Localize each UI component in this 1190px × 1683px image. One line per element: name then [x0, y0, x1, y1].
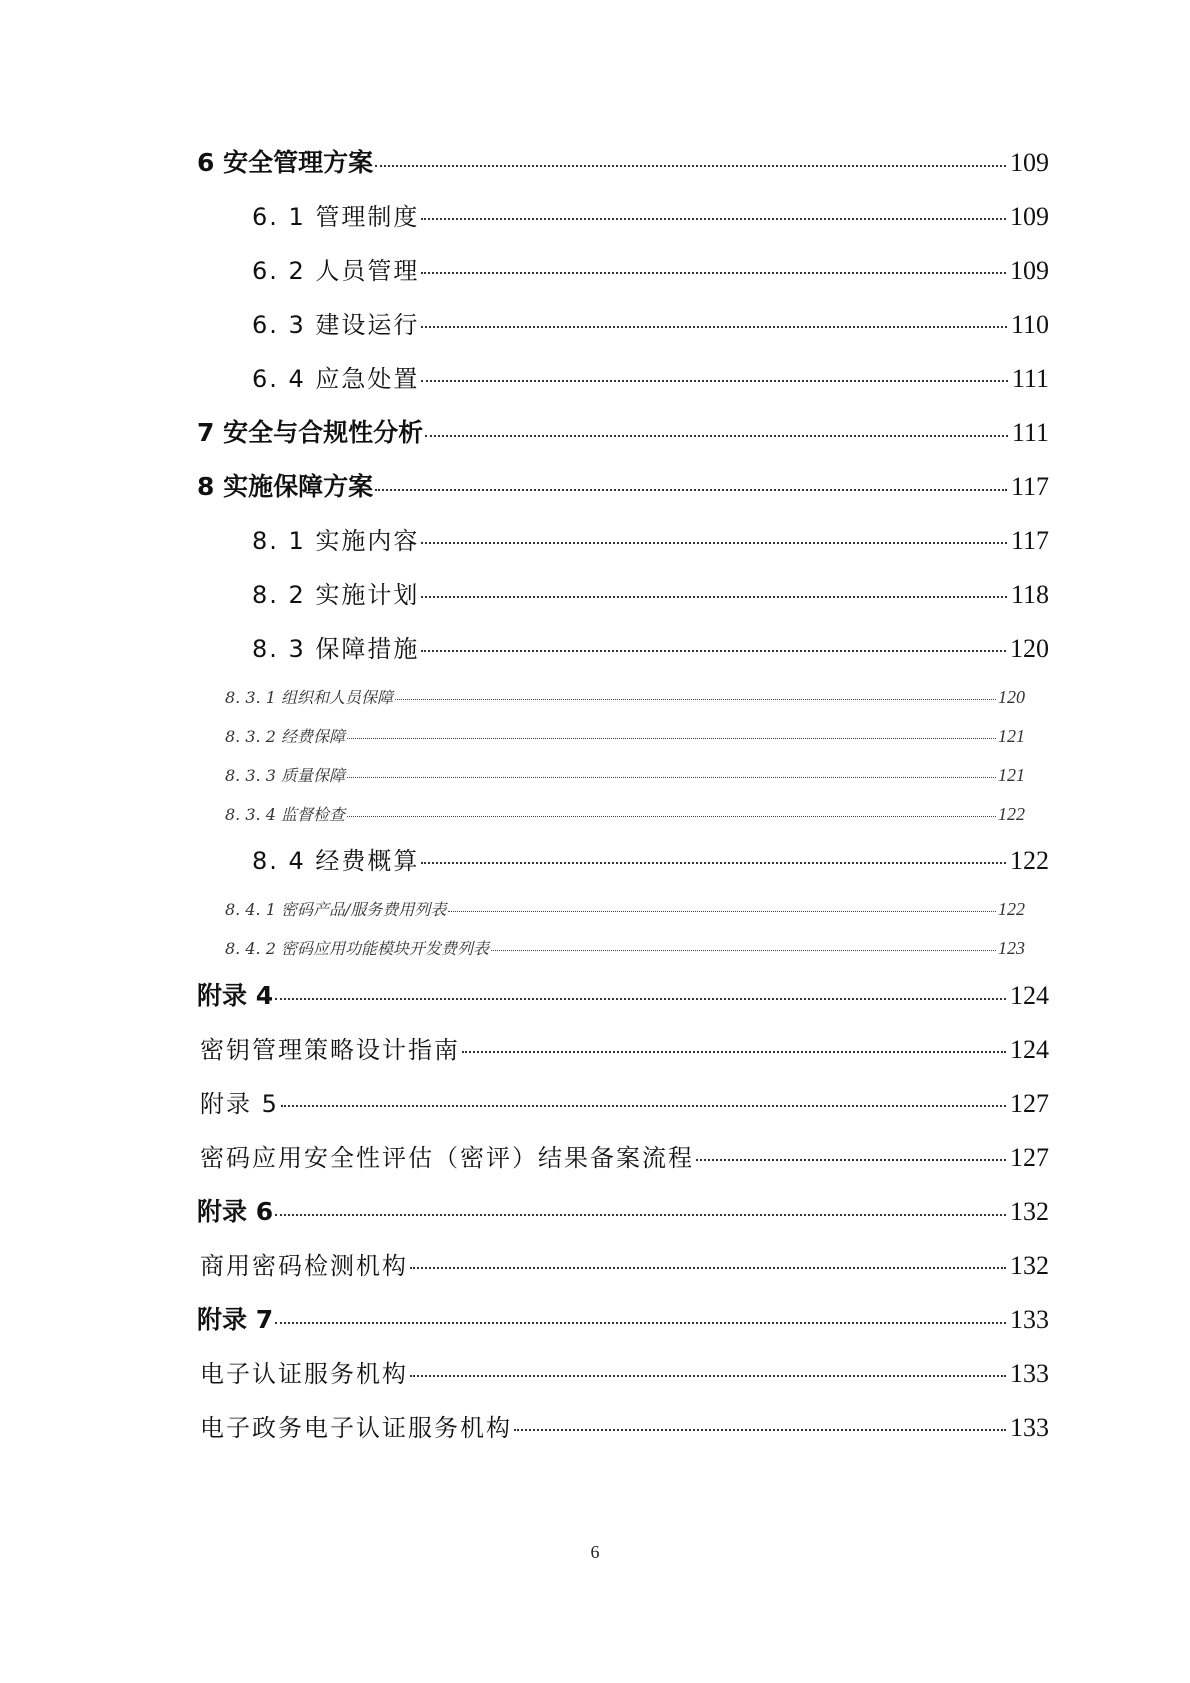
toc-entry-title: 密钥管理策略设计指南: [200, 1036, 460, 1064]
toc-entry-title: 7 安全与合规性分析: [197, 418, 424, 447]
toc-entry-title: 电子认证服务机构: [200, 1360, 408, 1388]
toc-entry-page: 109: [1010, 202, 1049, 231]
toc-entry[interactable]: [252, 197, 1049, 232]
toc-dot-leader: [375, 488, 1007, 491]
toc-entry[interactable]: [252, 629, 1049, 664]
toc-entry[interactable]: [252, 575, 1049, 610]
toc-dot-leader: [375, 164, 1006, 167]
toc-entry-title: 6 安全管理方案: [197, 148, 374, 177]
toc-entry-page: 132: [1010, 1251, 1049, 1280]
toc-entry-page: 122: [1010, 846, 1049, 875]
toc-dot-leader: [421, 217, 1006, 220]
toc-entry[interactable]: [197, 413, 1049, 449]
toc-dot-leader: [421, 271, 1006, 274]
toc-dot-leader: [491, 949, 996, 951]
toc-entry-title: 电子政务电子认证服务机构: [200, 1414, 512, 1442]
toc-entry-page: 121: [998, 765, 1025, 785]
toc-entry-page: 123: [998, 938, 1025, 958]
toc-dot-leader: [395, 698, 996, 700]
toc-entry[interactable]: [225, 763, 1025, 786]
toc-entry-page: 127: [1010, 1089, 1049, 1118]
toc-entry-page: 109: [1010, 148, 1049, 177]
toc-entry-page: 110: [1010, 310, 1049, 339]
toc-entry-title: 8. 3 保障措施: [252, 635, 420, 663]
toc-entry-page: 122: [998, 899, 1025, 919]
toc-entry-title: 商用密码检测机构: [200, 1252, 408, 1280]
toc-entry[interactable]: [252, 841, 1049, 876]
toc-entry-title: 8. 3. 3 质量保障: [225, 766, 345, 785]
toc-entry-page: 120: [1010, 634, 1049, 663]
toc-entry-title: 附录 4: [197, 981, 274, 1010]
toc-entry-title: 8. 3. 1 组织和人员保障: [225, 688, 393, 707]
toc-entry-page: 132: [1010, 1197, 1049, 1226]
toc-entry[interactable]: [200, 1246, 1049, 1281]
page-number: 6: [590, 1542, 600, 1562]
toc-entry-title: 6. 1 管理制度: [252, 203, 420, 231]
toc-dot-leader: [281, 1104, 1006, 1107]
toc-entry[interactable]: [225, 802, 1025, 825]
toc-entry[interactable]: [197, 1192, 1049, 1228]
toc-entry-title: 附录 6: [197, 1197, 274, 1226]
toc-entry[interactable]: [200, 1030, 1049, 1065]
toc-dot-leader: [347, 737, 996, 739]
toc-entry-title: 附录 5: [200, 1090, 279, 1118]
toc-dot-leader: [421, 325, 1007, 328]
toc-entry-page: 109: [1010, 256, 1049, 285]
toc-entry-title: 8. 3. 2 经费保障: [225, 727, 345, 746]
toc-entry[interactable]: [252, 251, 1049, 286]
toc-entry[interactable]: [252, 359, 1049, 394]
toc-entry[interactable]: [225, 724, 1025, 747]
toc-entry-page: 127: [1010, 1143, 1049, 1172]
toc-entry-title: 8. 2 实施计划: [252, 581, 420, 609]
toc-entry[interactable]: [252, 305, 1049, 340]
toc-dot-leader: [462, 1050, 1006, 1053]
toc-entry-page: 120: [998, 687, 1025, 707]
toc-entry-title: 8. 4. 1 密码产品/服务费用列表: [225, 900, 447, 919]
toc-entry-title: 8. 1 实施内容: [252, 527, 420, 555]
toc-entry[interactable]: [225, 685, 1025, 708]
toc-dot-leader: [347, 776, 996, 778]
toc-entry[interactable]: [225, 936, 1025, 959]
toc-dot-leader: [275, 1213, 1006, 1216]
toc-dot-leader: [425, 434, 1008, 437]
toc-dot-leader: [421, 595, 1007, 598]
toc-entry[interactable]: [252, 521, 1049, 556]
toc-dot-leader: [410, 1374, 1006, 1377]
toc-entry[interactable]: [200, 1084, 1049, 1119]
toc-entry[interactable]: [200, 1138, 1049, 1173]
toc-entry[interactable]: [225, 897, 1025, 920]
toc-entry-page: 133: [1010, 1305, 1049, 1334]
toc-entry-page: 124: [1010, 1035, 1049, 1064]
toc-dot-leader: [421, 379, 1007, 382]
toc-entry-title: 附录 7: [197, 1305, 274, 1334]
toc-entry-title: 6. 2 人员管理: [252, 257, 420, 285]
toc-entry-title: 8 实施保障方案: [197, 472, 374, 501]
toc-dot-leader: [275, 997, 1006, 1000]
toc-dot-leader: [421, 649, 1006, 652]
toc-dot-leader: [410, 1266, 1006, 1269]
toc-entry-page: 118: [1010, 580, 1049, 609]
toc-entry-page: 111: [1011, 418, 1049, 447]
toc-entry-page: 124: [1010, 981, 1049, 1010]
toc-dot-leader: [275, 1321, 1006, 1324]
toc-entry-title: 6. 4 应急处置: [252, 365, 420, 393]
toc-entry[interactable]: [200, 1354, 1049, 1389]
toc-entry-title: 8. 4. 2 密码应用功能模块开发费列表: [225, 939, 489, 958]
toc-entry[interactable]: [197, 467, 1049, 503]
toc-entry-title: 8. 3. 4 监督检查: [225, 805, 345, 824]
toc-dot-leader: [421, 541, 1007, 544]
toc-dot-leader: [696, 1158, 1006, 1161]
toc-entry-page: 122: [998, 804, 1025, 824]
toc-entry-page: 133: [1010, 1413, 1049, 1442]
toc-entry-page: 117: [1010, 526, 1049, 555]
toc-entry-page: 133: [1010, 1359, 1049, 1388]
toc-entry[interactable]: [197, 976, 1049, 1012]
toc-entry-title: 8. 4 经费概算: [252, 847, 420, 875]
toc-entry-page: 117: [1010, 472, 1049, 501]
toc-dot-leader: [448, 910, 996, 912]
toc-entry-page: 111: [1011, 364, 1049, 393]
toc-dot-leader: [421, 861, 1006, 864]
toc-entry[interactable]: [197, 1300, 1049, 1336]
toc-dot-leader: [514, 1428, 1006, 1431]
toc-dot-leader: [347, 815, 996, 817]
toc-entry-title: 6. 3 建设运行: [252, 311, 420, 339]
toc-entry-page: 121: [998, 726, 1025, 746]
toc-entry[interactable]: [197, 143, 1049, 179]
toc-entry-title: 密码应用安全性评估（密评）结果备案流程: [200, 1144, 694, 1172]
toc-entry[interactable]: [200, 1408, 1049, 1443]
